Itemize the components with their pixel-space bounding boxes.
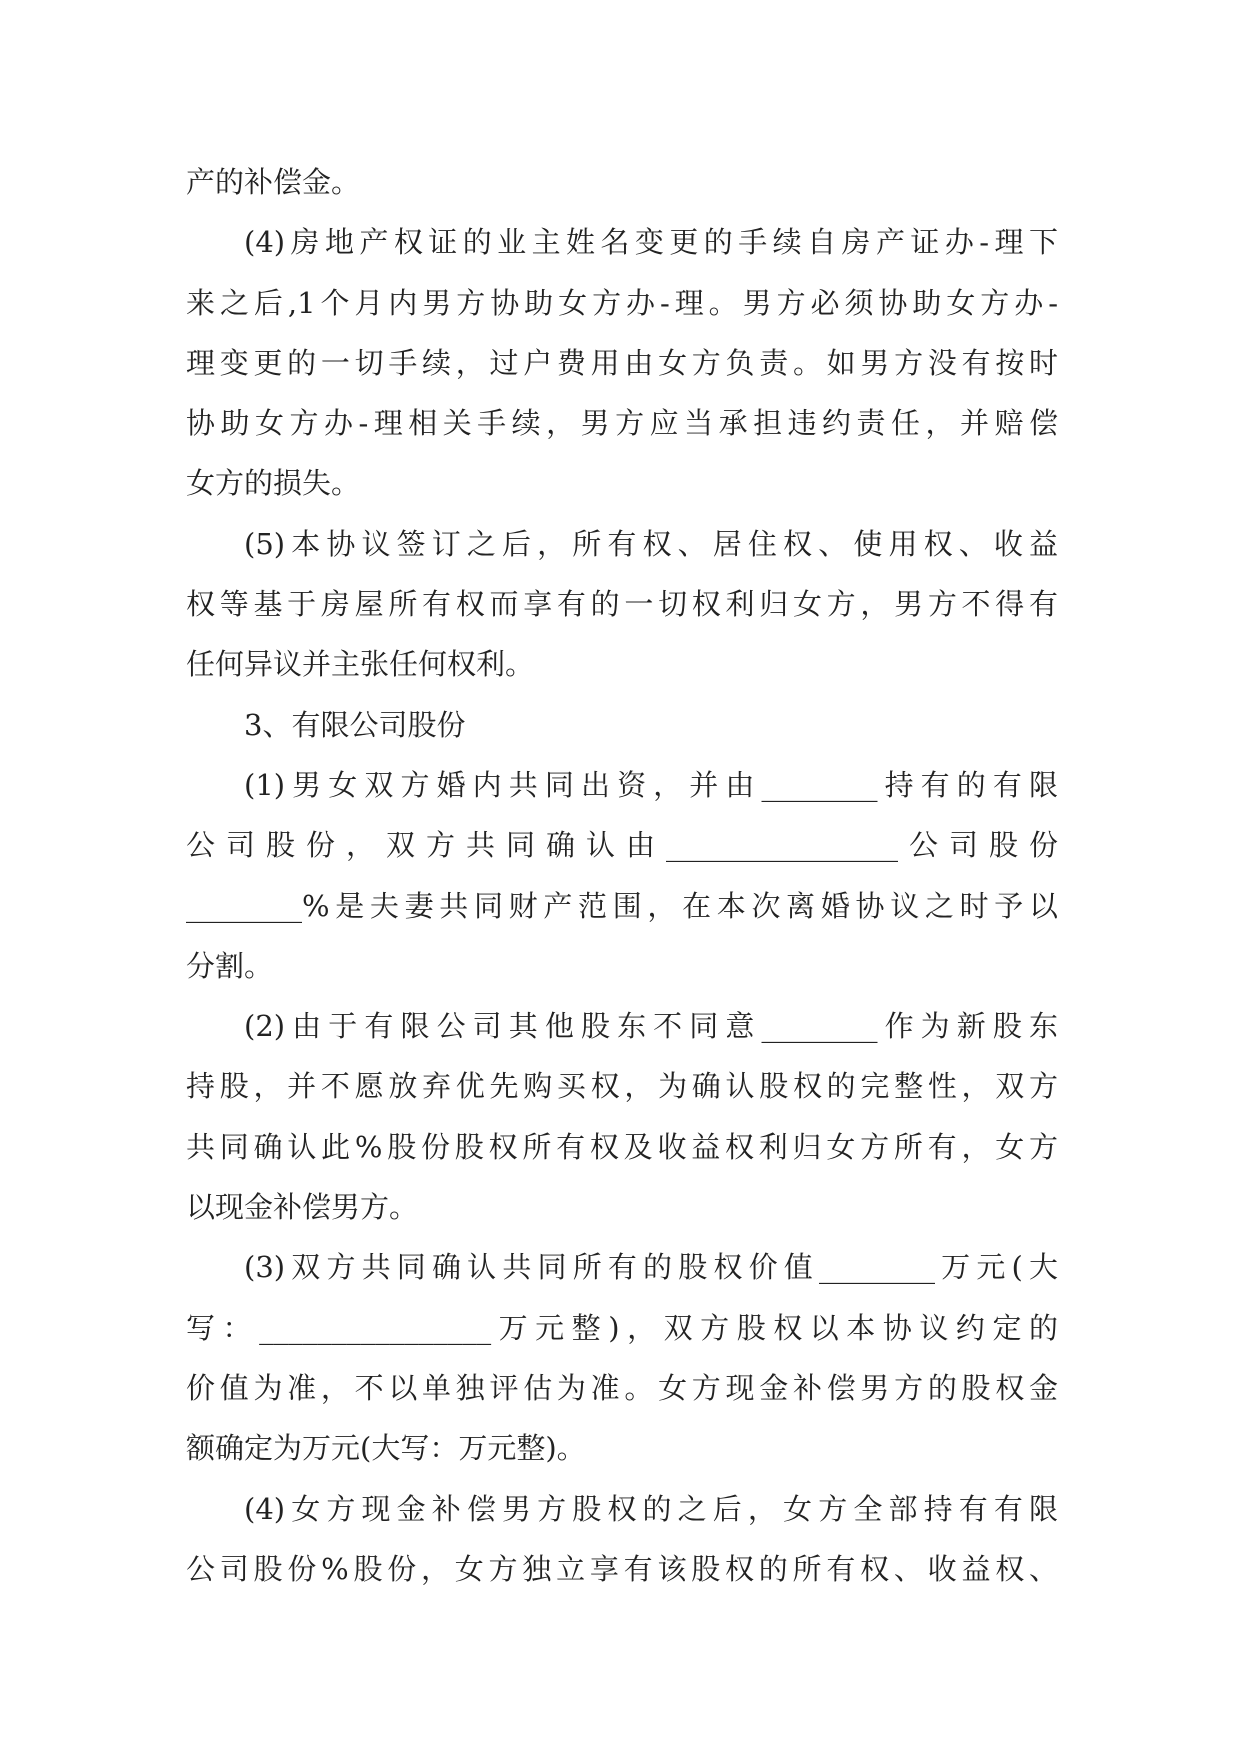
document-text-line: 协助女方办-理相关手续，男方应当承担违约责任，并赔偿: [186, 406, 1058, 441]
document-text-line: 女方的损失。: [186, 466, 361, 501]
document-text-line: (4)女方现金补偿男方股权的之后，女方全部持有有限: [244, 1491, 1058, 1526]
document-text-line: (1)男女双方婚内共同出资，并由________持有的有限: [244, 767, 1058, 802]
document-text-line: 理变更的一切手续，过户费用由女方负责。如男方没有按时: [186, 345, 1058, 380]
document-text-line: (4)房地产权证的业主姓名变更的手续自房产证办-理下: [244, 225, 1058, 260]
document-text-line: 3、有限公司股份: [244, 707, 466, 742]
document-text-line: 公司股份%股份，女方独立享有该股权的所有权、收益权、: [186, 1551, 1058, 1586]
document-text-line: 来之后,1个月内男方协助女方办-理。男方必须协助女方办-: [186, 285, 1058, 320]
document-text-line: 权等基于房屋所有权而享有的一切权利归女方，男方不得有: [186, 587, 1058, 622]
document-body: [186, 152, 1058, 1599]
document-text-line: (2)由于有限公司其他股东不同意________作为新股东: [244, 1009, 1058, 1044]
document-text-line: 写：________________万元整)，双方股权以本协议约定的: [186, 1310, 1058, 1345]
document-text-line: (5)本协议签订之后，所有权、居住权、使用权、收益: [244, 526, 1058, 561]
document-text-line: (3)双方共同确认共同所有的股权价值________万元(大: [244, 1250, 1058, 1285]
document-text-line: 额确定为万元(大写：万元整)。: [186, 1431, 586, 1466]
document-text-line: 公司股份，双方共同确认由________________公司股份: [186, 828, 1058, 863]
document-text-line: 产的补偿金。: [186, 165, 361, 199]
document-text-line: 分割。: [186, 948, 274, 983]
document-text-line: 价值为准，不以单独评估为准。女方现金补偿男方的股权金: [186, 1370, 1058, 1405]
document-text-line: 持股，并不愿放弃优先购买权，为确认股权的完整性，双方: [186, 1069, 1058, 1104]
document-text-line: 以现金补偿男方。: [186, 1190, 419, 1225]
document-text-line: 任何异议并主张任何权利。: [186, 647, 535, 682]
document-text-line: ________%是夫妻共同财产范围，在本次离婚协议之时予以: [186, 888, 1058, 923]
document-text-line: 共同确认此%股份股权所有权及收益权利归女方所有，女方: [186, 1129, 1058, 1164]
